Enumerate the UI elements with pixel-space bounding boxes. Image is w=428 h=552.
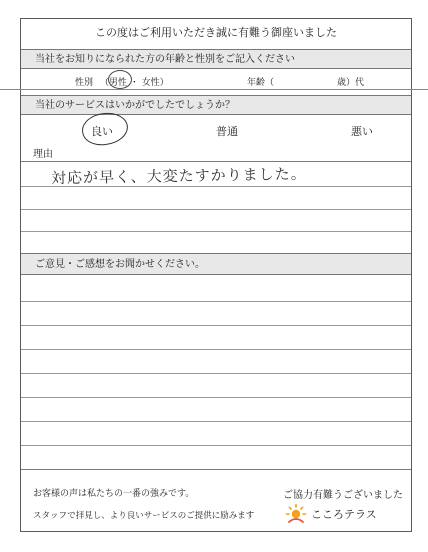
comment-rule-line [21, 397, 411, 398]
comment-rule-line [21, 349, 411, 350]
rating-good: 良い [91, 125, 113, 138]
good-selection-circle [80, 111, 129, 148]
comment-rule-line [21, 373, 411, 374]
reason-label: 理由 [33, 149, 53, 160]
brand-logo [285, 503, 377, 525]
thanks-message: ご協力有難うございました [283, 490, 403, 501]
handwritten-reason: 対応が早く、大変たすかりました。 [50, 164, 307, 188]
reason-rule-line [21, 186, 411, 187]
age-gender-row [21, 71, 411, 91]
scan-edge-line [0, 89, 428, 90]
section-heading-age-gender: 当社をお知りになられた方の年齢と性別をご記入ください [21, 49, 411, 69]
footer-message-1: お客様の声は私たちの一番の強みです。 [33, 489, 195, 499]
rating-normal: 普通 [216, 125, 238, 138]
page-title: この度はご利用いただき誠に有難う御座いました [95, 26, 337, 39]
rating-bad: 悪い [351, 125, 373, 138]
age-suffix: 歳）代 [337, 78, 365, 88]
comment-rule-line [21, 445, 411, 446]
comment-rule-line [21, 325, 411, 326]
comment-rule-line [21, 421, 411, 422]
gender-options: （男性 ・ 女性） [100, 78, 169, 88]
brand-name: こころテラス [311, 508, 377, 521]
section-heading-service: 当社のサービスはいかがでしたでしょうか？ [21, 95, 411, 115]
footer-message-2: スタッフで拝見し、より良いサービスのご提供に励みます [33, 511, 255, 521]
reason-rule-line [21, 161, 411, 162]
reason-rule-line [21, 231, 411, 232]
section-heading-comments: ご意見・ご感想をお聞かせください。 [21, 253, 411, 275]
age-label: 年齢（ [247, 78, 275, 88]
sun-person-icon [285, 503, 307, 525]
reason-rule-line [21, 209, 411, 210]
comment-rule-line [21, 301, 411, 302]
comment-rule-line [21, 469, 411, 470]
male-selection-circle [108, 70, 132, 89]
gender-label: 性別 [75, 78, 94, 88]
survey-sheet [20, 18, 412, 532]
